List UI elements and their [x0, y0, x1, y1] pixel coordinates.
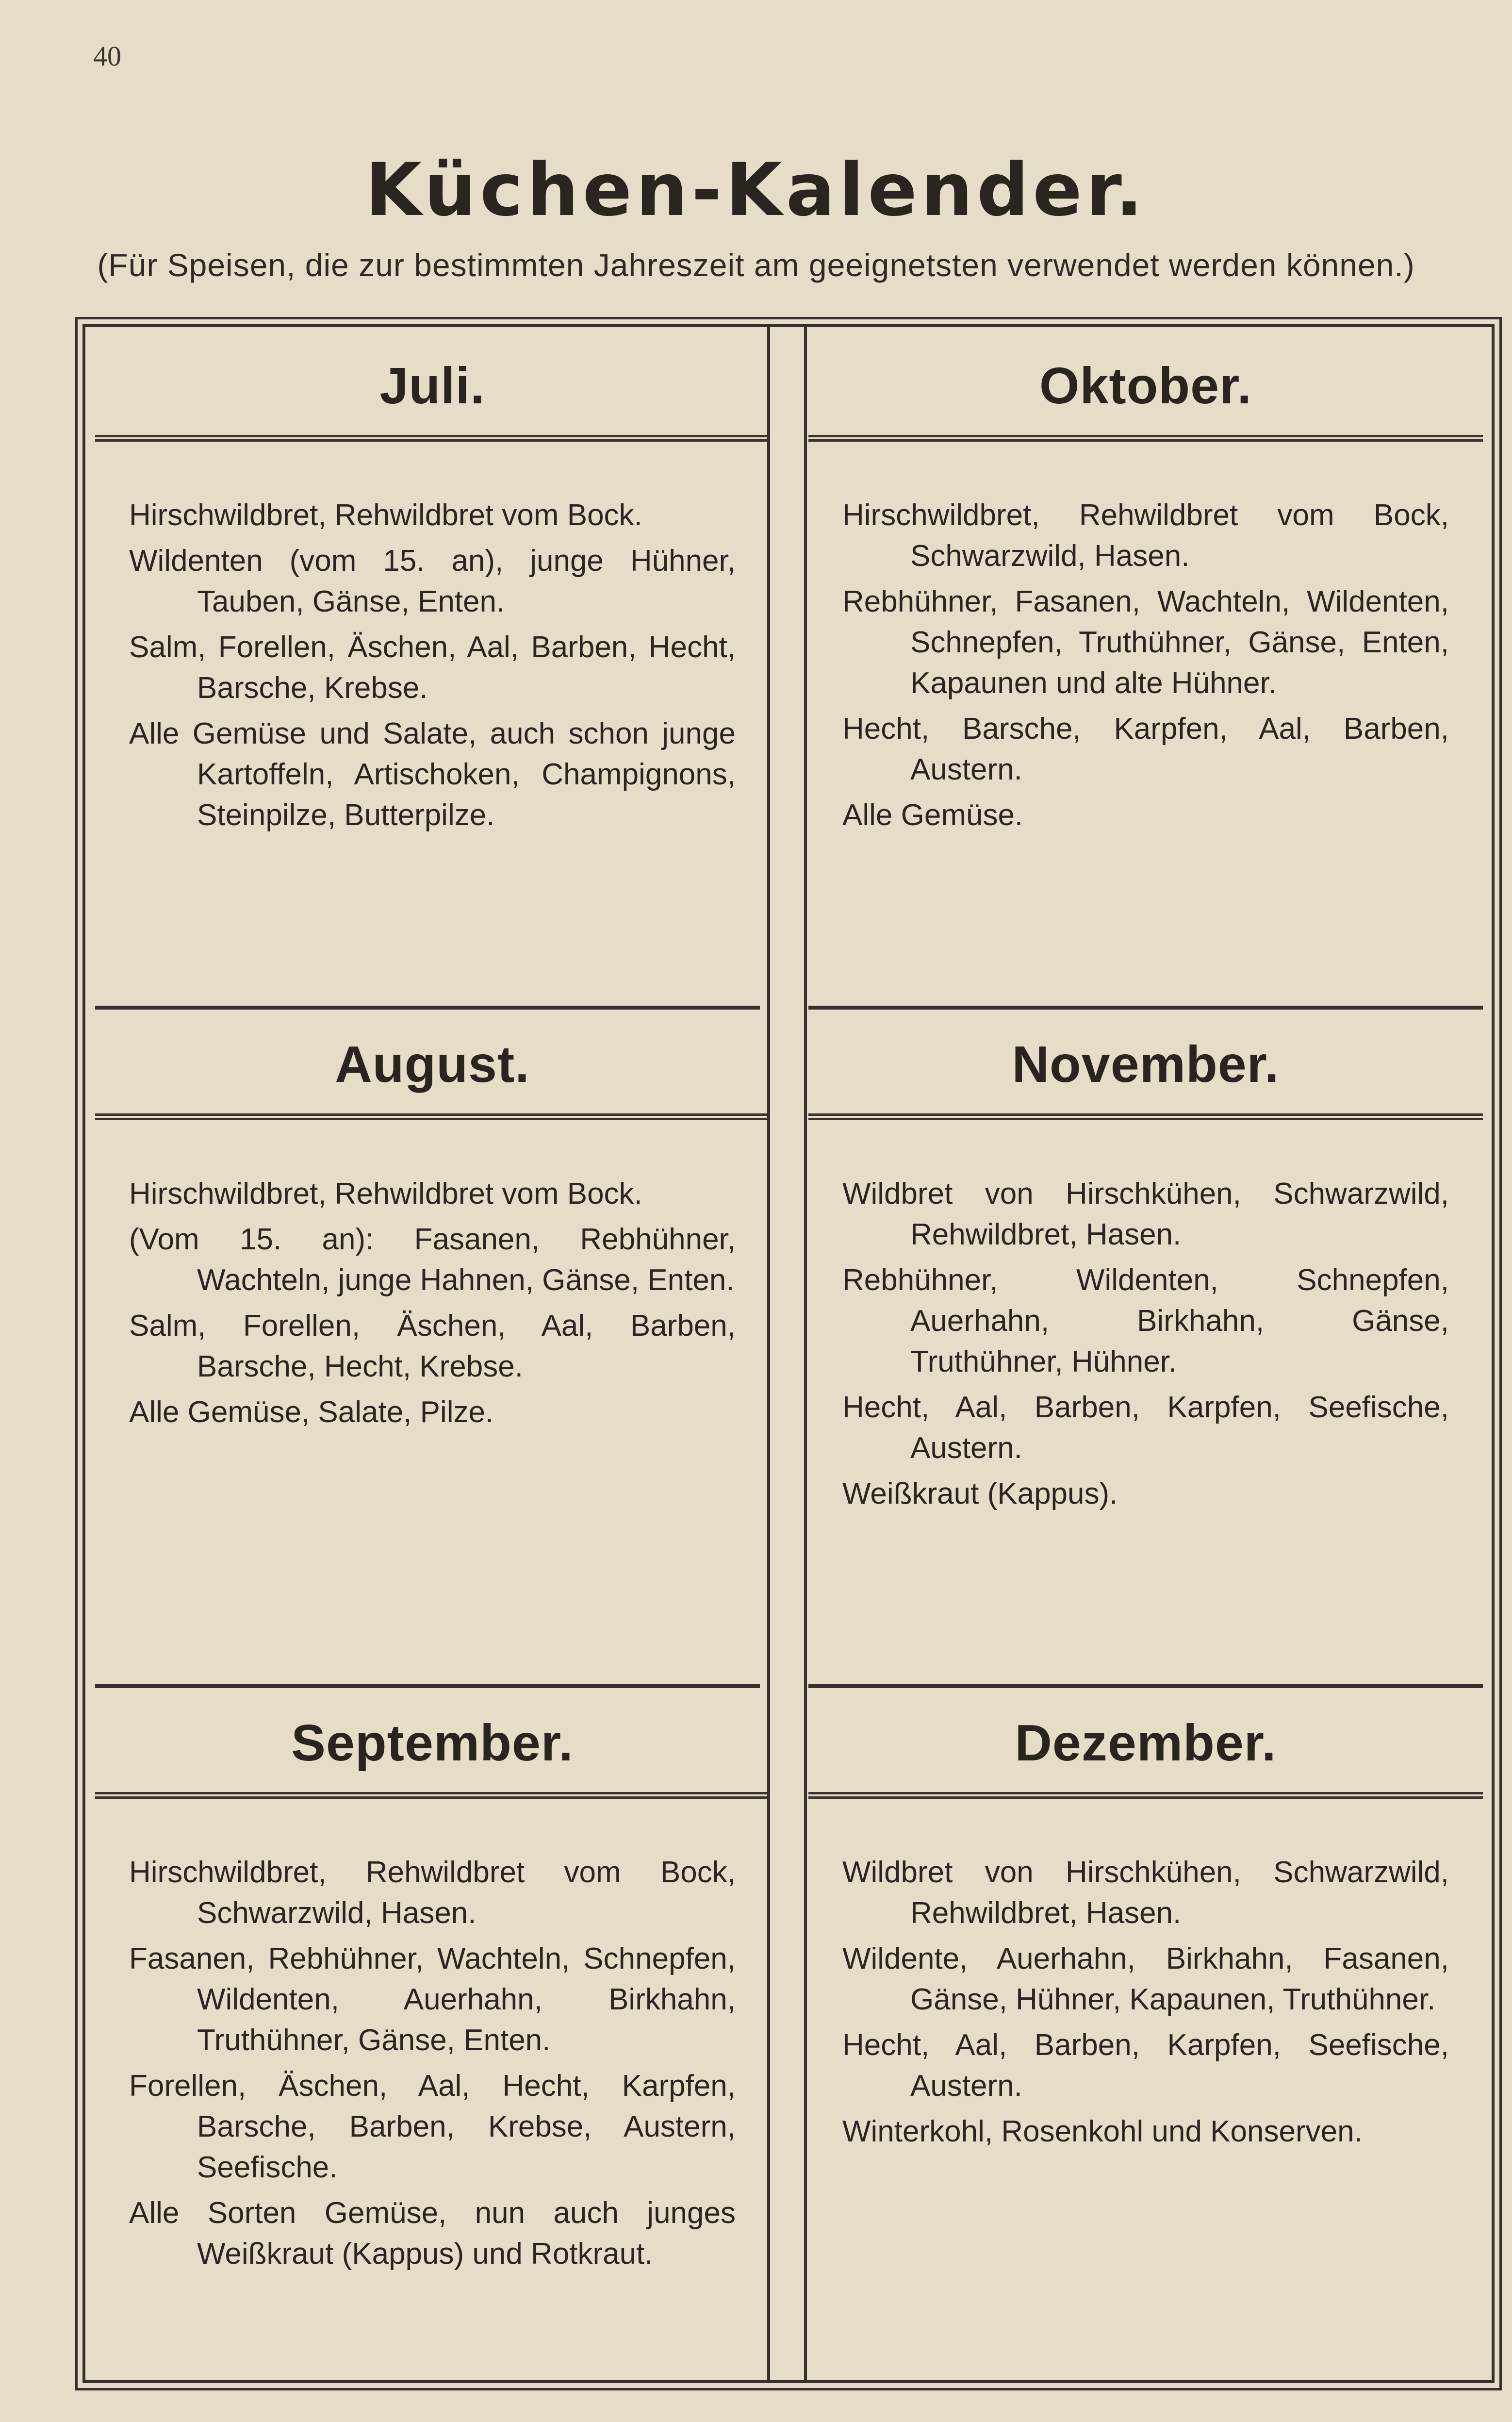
page-number: 40	[93, 40, 121, 72]
calendar-table	[82, 324, 1495, 2383]
row-separator	[808, 1006, 1483, 1010]
entry: Winterkohl, Rosenkohl und Konserven.	[842, 2115, 1363, 2148]
month-cell-juli	[95, 337, 770, 1016]
entry: Hecht, Aal, Barben, Karpfen, Seefische, Austern.	[842, 2028, 1449, 2103]
entry: Salm, Forellen, Äschen, Aal, Barben, Hecht, Barsche, Krebse.	[129, 630, 736, 705]
entry: Wildente, Auerhahn, Birkhahn, Fasanen, Gänse, Hühner, Kapaunen, Truthühner.	[842, 1942, 1449, 2016]
entry: Hirschwildbret, Rehwildbret vom Bock.	[129, 1177, 642, 1211]
month-entries	[808, 1799, 1483, 2152]
entry: Alle Gemüse, Salate, Pilze.	[129, 1395, 494, 1429]
entry: Hirschwildbret, Rehwildbret vom Bock, Schwarzwild, Hasen.	[842, 498, 1449, 573]
month-cell-november	[808, 1015, 1483, 1695]
entry: Alle Gemüse und Salate, auch schon junge Kartoffeln, Artischoken, Champignons, Steinpilze, Butterpilze.	[129, 717, 736, 832]
month-heading: Dezember.	[1015, 1714, 1277, 1772]
column-divider	[767, 327, 807, 2380]
month-entries	[95, 1799, 770, 2274]
row-separator	[95, 1006, 760, 1010]
entry: Wildenten (vom 15. an), junge Hühner, Tauben, Gänse, Enten.	[129, 544, 736, 618]
month-heading: Juli.	[379, 357, 485, 415]
entry: Rebhühner, Fasanen, Wachteln, Wildenten, Schnepfen, Truthühner, Gänse, Enten, Kapaunen und alte Hühner.	[842, 585, 1449, 700]
page-subtitle: (Für Speisen, die zur bestimmten Jahreszeit am geeignetsten verwendet werden können.)	[97, 247, 1415, 283]
entry: Wildbret von Hirschkühen, Schwarzwild, Rehwildbret, Hasen.	[842, 1177, 1449, 1251]
month-cell-august	[95, 1015, 770, 1695]
row-separator	[95, 1684, 760, 1688]
entry: Hecht, Aal, Barben, Karpfen, Seefische, Austern.	[842, 1391, 1449, 1465]
entry: Forellen, Äschen, Aal, Hecht, Karpfen, Barsche, Barben, Krebse, Austern, Seefische.	[129, 2069, 736, 2184]
entry: Salm, Forellen, Äschen, Aal, Barben, Barsche, Hecht, Krebse.	[129, 1309, 736, 1383]
month-entries	[95, 442, 770, 836]
month-heading: November.	[1012, 1035, 1280, 1093]
month-cell-september	[95, 1694, 770, 2373]
month-heading: August.	[335, 1035, 530, 1093]
month-cell-oktober	[808, 337, 1483, 1016]
month-cell-dezember	[808, 1694, 1483, 2373]
entry: Alle Sorten Gemüse, nun auch junges Weißkraut (Kappus) und Rotkraut.	[129, 2196, 736, 2271]
month-entries	[808, 442, 1483, 836]
entry: (Vom 15. an): Fasanen, Rebhühner, Wachteln, junge Hahnen, Gänse, Enten.	[129, 1223, 736, 1297]
month-entries	[95, 1120, 770, 1433]
entry: Rebhühner, Wildenten, Schnepfen, Auerhahn, Birkhahn, Gänse, Truthühner, Hühner.	[842, 1263, 1449, 1378]
entry: Fasanen, Rebhühner, Wachteln, Schnepfen, Wildenten, Auerhahn, Birkhahn, Truthühner, Gänse, Enten.	[129, 1942, 736, 2057]
entry: Weißkraut (Kappus).	[842, 1477, 1118, 1510]
month-entries	[808, 1120, 1483, 1514]
month-heading: September.	[291, 1714, 574, 1772]
entry: Hirschwildbret, Rehwildbret vom Bock, Schwarzwild, Hasen.	[129, 1856, 736, 1930]
entry: Hirschwildbret, Rehwildbret vom Bock.	[129, 498, 642, 532]
month-heading: Oktober.	[1039, 357, 1252, 415]
entry: Hecht, Barsche, Karpfen, Aal, Barben, Austern.	[842, 712, 1449, 786]
row-separator	[808, 1684, 1483, 1688]
entry: Wildbret von Hirschkühen, Schwarzwild, Rehwildbret, Hasen.	[842, 1856, 1449, 1930]
page-title: Küchen-Kalender.	[365, 148, 1147, 232]
entry: Alle Gemüse.	[842, 798, 1023, 832]
